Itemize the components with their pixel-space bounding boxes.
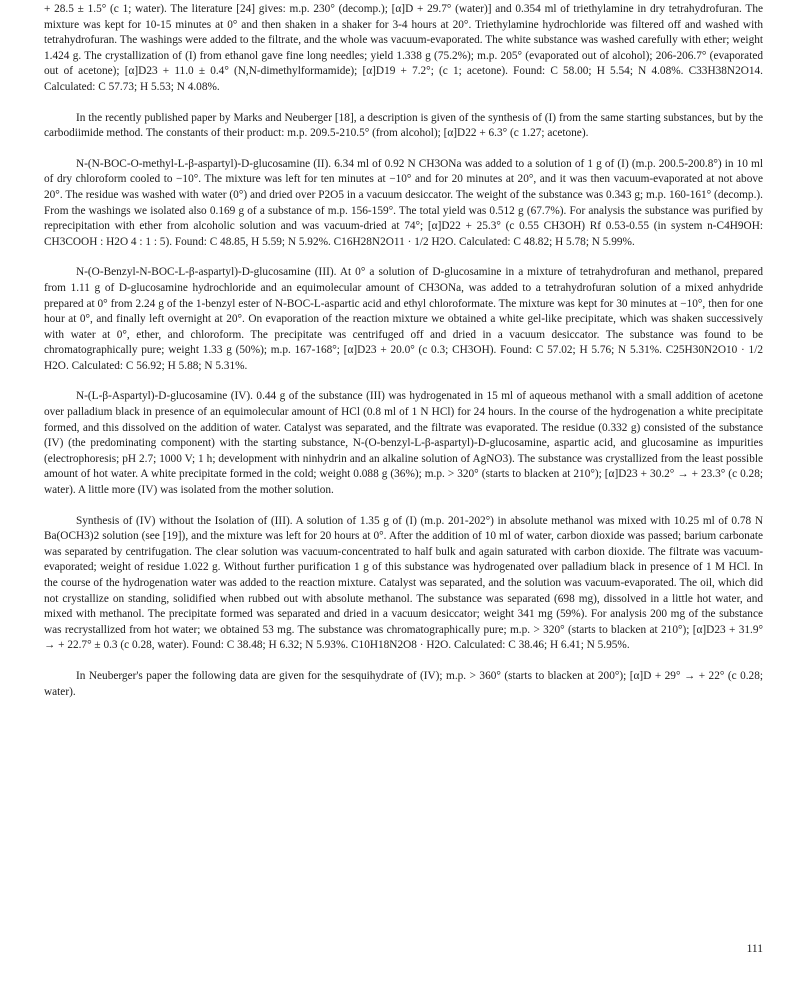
paragraph-1: + 28.5 ± 1.5° (c 1; water). The literature [24] gives: m.p. 230° (decomp.); [α]D + 29.7° (water)] and 0.354 ml of triethylamine in dry tetrahydrofuran. The mixture was kept for 10-15 minutes at 0° and then shaken in a shaker for 3-4 hours at 20°. Triethylamine hydrochloride was filtered off and washed with tetrahydrofuran. The washings were added to the filtrate, and the whole was vacuum-evaporated. The white substance was washed carefully with ether; weight 1.424 g. The crystallization of (I) from ethanol gave fine long needles; yield 1.338 g (75.2%); m.p. 205° (evaporated out of alcohol); 206-206.7° (evaporated out of acetone); [α]D23 + 11.0 ± 0.4° (N,N-dimethylformamide); [α]D19 + 7.2°; (c 1; acetone). Found: C 58.00; H 5.54; N 4.08%. C33H38N2O14. Calculated: C 57.73; H 5.53; N 4.08%. [44,3,763,93]
paragraph-7: In Neuberger's paper the following data are given for the sesquihydrate of (IV); m.p. > 360° (starts to blacken at 200°); [α]D + 29° → + 22° (c 0.28; water). [44,669,763,698]
paragraph-6: Synthesis of (IV) without the Isolation of (III). A solution of 1.35 g of (I) (m.p. 201-202°) in absolute methanol was mixed with 10.25 ml of 0.78 N Ba(OCH3)2 solution (see [19]), and the mixture was left for 20 hours at 0°. After the addition of 10 ml of water, carbon dioxide was passed; barium carbonate was separated by centrifugation. The clear solution was vacuum-concentrated to half bulk and again saturated with carbon dioxide. The filtrate was vacuum-evaporated; weight of residue 1.022 g. Without further purification 1 g of this substance was hydrogenated over palladium black in presence of 1 M HCl. In the course of the hydrogenation water was added to the reaction mixture. Catalyst was separated, and the solution was vacuum-evaporated. The oil, which did not crystallize on standing, solidified when rubbed out with absolute methanol. The substance was separated (698 mg), dissolved in a little hot water, and mixed with methanol. The precipitate formed was separated and dried in a vacuum desiccator; weight 341 mg (59%). For analysis 200 mg of the substance was recrystallized from hot water; we obtained 53 mg. The substance was chromatographically pure; m.p. > 320° (starts to blacken at 210°); [α]D23 + 31.9° → + 22.7° ± 0.3 (c 0.28, water). Found: C 38.48; H 6.32; N 5.93%. C10H18N2O8 · H2O. Calculated: C 38.46; H 6.41; N 5.95%. [44,514,763,652]
paragraph-2: In the recently published paper by Marks and Neuberger [18], a description is given of the synthesis of (I) from the same starting substances, but by the carbodiimide method. The constants of their product: m.p. 209.5-210.5° (from alcohol); [α]D22 + 6.3° (c 1.27; acetone). [44,111,763,140]
paragraph-4: N-(O-Benzyl-N-BOC-L-β-aspartyl)-D-glucosamine (III). At 0° a solution of D-glucosamine in a mixture of tetrahydrofuran and methanol, prepared from 1.11 g of D-glucosamine hydrochloride and an equimolecular amount of CH3ONa, was added to a tetrahydrofuran solution of a mixed anhydride prepared at 0° from 2.24 g of the 1-benzyl ester of N-BOC-L-aspartic acid and ethyl chloroformate. The mixture was kept for 30 minutes at −10°, then for one hour at 0°, and finally left overnight at 20°. On evaporation of the reaction mixture we obtained a white gel-like precipitate, which was shaken successively with water at 0°, ether, and chloroform. The precipitate was centrifuged off and dried in a vacuum desiccator. The substance was found to be chromatographically pure; weight 1.33 g (50%); m.p. 167-168°; [α]D23 + 20.0° (c 0.3; CH3OH). Found: C 57.02; H 5.76; N 5.31%. C25H30N2O10 · 1/2 H2O. Calculated: C 56.92; H 5.88; N 5.31%. [44,266,763,372]
paragraph-3: N-(N-BOC-O-methyl-L-β-aspartyl)-D-glucosamine (II). 6.34 ml of 0.92 N CH3ONa was added to a solution of 1 g of (I) (m.p. 200.5-200.8°) in 10 ml of dry chloroform cooled to −10°. The mixture was left for ten minutes at −10° and for 20 minutes at 20°, and it was then vacuum-evaporated at not above 20°. The residue was washed with water (0°) and dried over P2O5 in a vacuum desiccator. The weight of the substance was 0.343 g; m.p. 160-161° (decomp.). From the washings we isolated also 0.169 g of a substance of m.p. 156-159°. The total yield was 0.512 g (67.7%). For analysis the substance was purified by reprecipitation with ether from alcoholic solution and was vacuum-dried at 74°; [α]D22 + 25.3° (c 0.55 CH3OH) Rf 0.53-0.55 (in system n-C4H9OH: CH3COOH : H2O 4 : 1 : 5). Found: C 48.85, H 5.59; N 5.92%. C16H28N2O11 · 1/2 H2O. Calculated: C 48.82; H 5.78; N 5.99%. [44,157,763,248]
paragraph-5: N-(L-β-Aspartyl)-D-glucosamine (IV). 0.44 g of the substance (III) was hydrogenated in 15 ml of aqueous methanol with a small addition of acetone over palladium black in presence of an equimolecular amount of HCl (0.8 ml of 1 N HCl) for 24 hours. In the course of the hydrogenation a white precipitate formed, and this dissolved on the addition of water. Catalyst was separated, and the filtrate was evaporated. The residue (0.332 g) consisted of the substance (IV) (the predominating component) with the starting substance, N-(O-benzyl-L-β-aspartyl)-D-glucosamine, aspartic acid, and glucosamine as impurities (electrophoresis; pH 2.7; 1000 V; 1 h; development with ninhydrin and an alkaline solution of AgNO3). The substance was crystallized from the least possible amount of hot water. A white precipitate formed in the cold; weight 0.088 g (36%); m.p. > 320° (starts to blacken at 210°); [α]D23 + 30.2° → + 23.3° (c 0.28; water). A little more (IV) was isolated from the mother solution. [44,390,763,497]
page-number: 111 [746,943,763,956]
